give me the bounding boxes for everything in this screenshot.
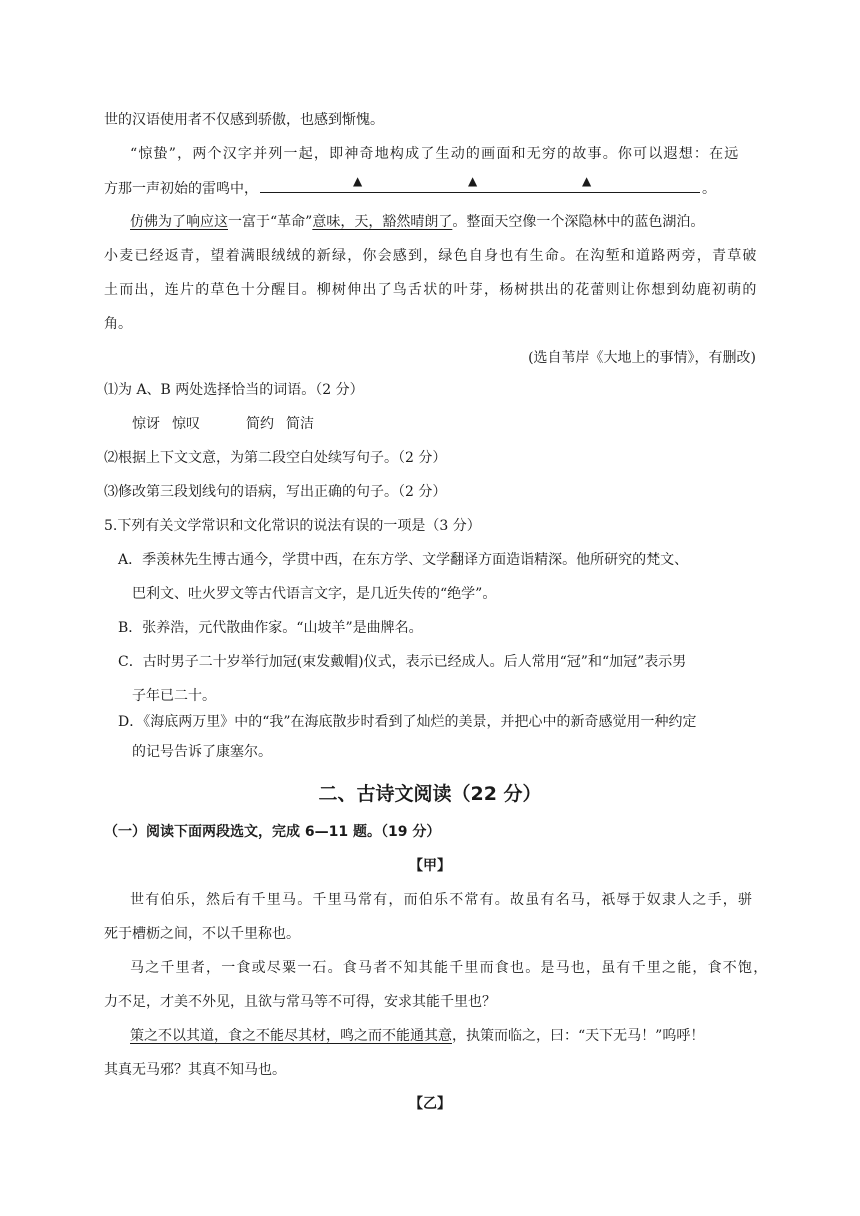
text-span: 。整面天空像一个深隐林中的蓝色湖泊。: [452, 214, 705, 230]
passage-line: 马之千里者，一食或尽粟一石。食马者不知其能千里而食也。是马也，虽有千里之能，食不饱，: [130, 960, 769, 976]
question-1: ⑴为 A、B 两处选择恰当的词语。（2 分）: [104, 382, 364, 398]
blank-marker-icon: ▲: [353, 174, 363, 188]
option-word: 简约: [246, 416, 274, 432]
paragraph-line: 世的汉语使用者不仅感到骄傲，也感到惭愧。: [104, 112, 384, 128]
option-c-continued: 子年已二十。: [132, 688, 216, 704]
passage-line: 其真无马邪？其真不知马也。: [104, 1062, 286, 1078]
underlined-phrase: 策之不以其道，食之不能尽其材，鸣之而不能通其意: [130, 1028, 452, 1044]
paragraph-line: 小麦已经返青，望着满眼绒绒的新绿，你会感到，绿色自身也有生命。在沟堑和道路两旁，青草破: [104, 248, 758, 264]
option-a: A．季羡林先生博古通今，学贯中西，在东方学、文学翻译方面造诣精深。他所研究的梵文、: [118, 552, 689, 568]
fill-in-blank: [260, 174, 700, 193]
option-a-continued: 巴利文、吐火罗文等古代语言文字，是几近失传的“绝学”。: [132, 586, 497, 602]
option-word: 惊叹: [172, 416, 200, 432]
option-word: 简洁: [286, 416, 314, 432]
paragraph-line: “惊蛰”，两个汉字并列一起，即神奇地构成了生动的画面和无穷的故事。你可以遐想：在远: [130, 146, 740, 162]
passage-line: 世有伯乐，然后有千里马。千里马常有，而伯乐不常有。故虽有名马，祇辱于奴隶人之手，骈: [130, 892, 754, 908]
underlined-phrase: 仿佛为了响应这: [130, 214, 228, 230]
text-span: 一富于“革命”: [228, 214, 313, 230]
sentence-start: 方那一声初始的雷鸣中，: [104, 181, 258, 197]
option-b: B．张养浩，元代散曲作家。“山坡羊”是曲牌名。: [118, 620, 423, 636]
paragraph-line-underlined: [130, 212, 704, 232]
question-3: ⑶修改第三段划线句的语病，写出正确的句子。（2 分）: [104, 484, 447, 500]
passage-line-underlined: [130, 1026, 704, 1046]
text-span: ，执策而临之，曰：“天下无马！”呜呼！: [452, 1028, 705, 1044]
question-5: 5.下列有关文学常识和文化常识的说法有误的一项是（3 分）: [104, 518, 481, 534]
underlined-phrase: 意味，天，豁然晴朗了: [312, 214, 453, 230]
option-d-continued: 的记号告诉了康塞尔。: [132, 744, 272, 760]
sentence-end: 。: [702, 181, 716, 197]
option-word: 惊讶: [132, 416, 160, 432]
question-2: ⑵根据上下文文意，为第二段空白处续写句子。（2 分）: [104, 450, 447, 466]
answer-options: [132, 414, 314, 434]
section-heading: 二、古诗文阅读（22 分）: [318, 783, 542, 805]
blank-marker-icon: ▲: [468, 174, 478, 188]
blank-marker-icon: ▲: [582, 174, 592, 188]
paragraph-line-with-blank: [104, 174, 716, 199]
subsection-heading: （一）阅读下面两段选文，完成 6—11 题。（19 分）: [104, 824, 441, 840]
paragraph-line: 角。: [104, 316, 132, 332]
paragraph-line: 土而出，连片的草色十分醒目。柳树伸出了鸟舌状的叶芽，杨树拱出的花蕾则让你想到幼鹿初萌的: [104, 282, 758, 298]
option-d: D．《海底两万里》中的“我”在海底散步时看到了灿烂的美景，并把心中的新奇感觉用一种约定: [118, 714, 697, 730]
option-c: C．古时男子二十岁举行加冠(束发戴帽)仪式，表示已经成人。后人常用“冠”和“加冠”表示男: [118, 654, 687, 670]
passage-line: 力不足，才美不外见，且欲与常马等不可得，安求其能千里也？: [104, 994, 496, 1010]
passage-label-jia: 【甲】: [409, 858, 451, 874]
passage-line: 死于槽枥之间，不以千里称也。: [104, 926, 300, 942]
source-citation: (选自苇岸《大地上的事情》，有删改): [528, 350, 756, 366]
passage-label-yi: 【乙】: [409, 1096, 451, 1112]
